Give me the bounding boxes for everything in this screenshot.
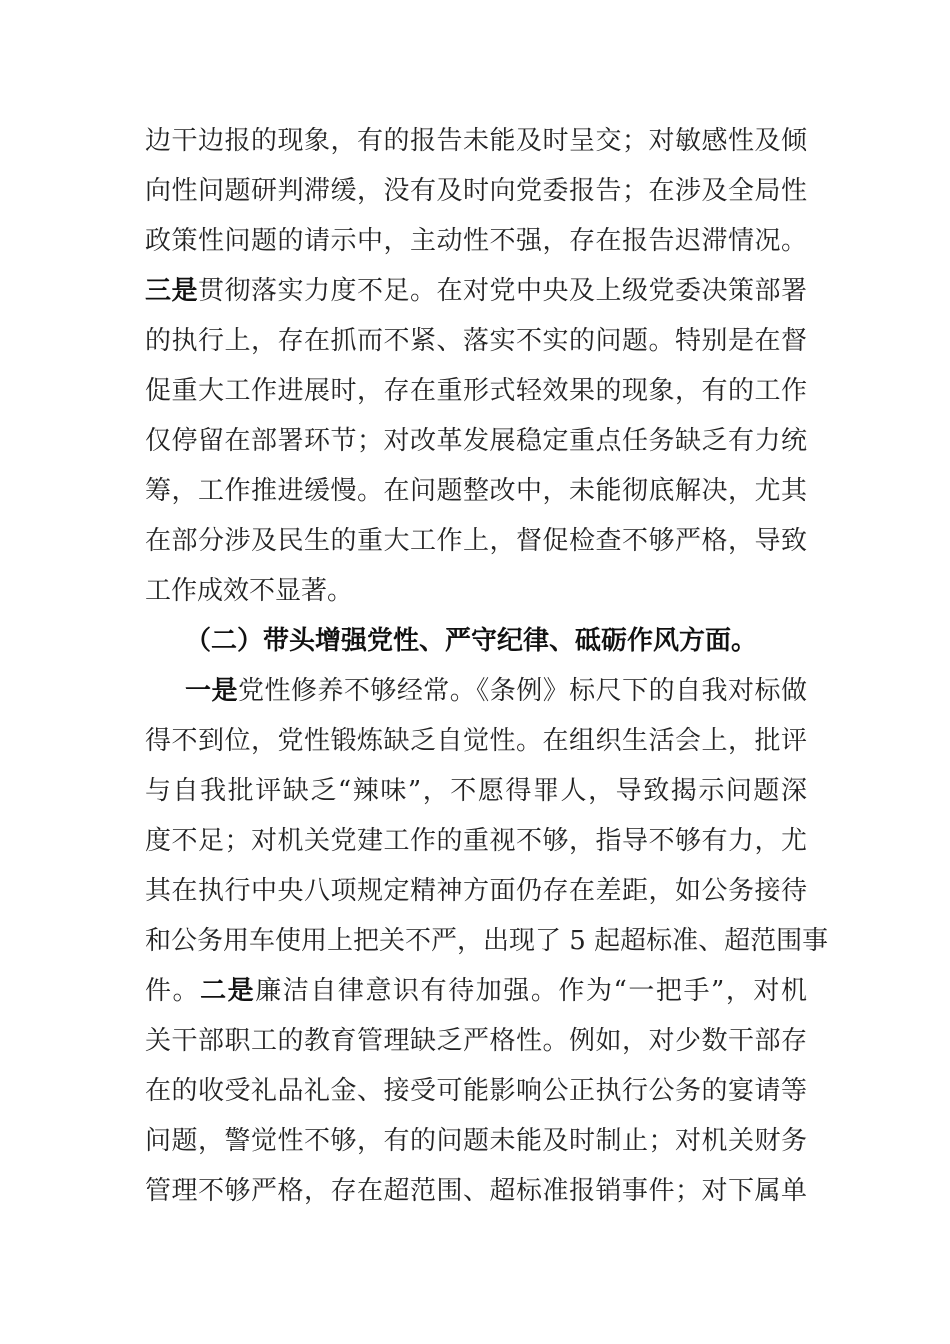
text-line: 管理不够严格，存在超范围、超标准报销事件；对下属单 bbox=[145, 1176, 807, 1206]
text-line: 工作成效不显著。 bbox=[145, 576, 354, 606]
text-segment: 件。 bbox=[145, 976, 201, 1006]
bold-lead-san-shi: 三是 bbox=[145, 276, 198, 306]
paragraph-start-line bbox=[145, 266, 807, 316]
section-heading: （二）带头增强党性、严守纪律、砥砺作风方面。 bbox=[185, 626, 758, 656]
text-line: 政策性问题的请示中，主动性不强，存在报告迟滞情况。 bbox=[145, 226, 807, 256]
text-line: 向性问题研判滞缓，没有及时向党委报告；在涉及全局性 bbox=[145, 176, 807, 206]
text-line: 在部分涉及民生的重大工作上，督促检查不够严格，导致 bbox=[145, 526, 807, 556]
paragraph-start-line bbox=[145, 666, 807, 716]
text-segment: 廉洁自律意识有待加强。作为“一把手”，对机 bbox=[255, 976, 807, 1006]
text-line: 其在执行中央八项规定精神方面仍存在差距，如公务接待 bbox=[145, 876, 807, 906]
text-line: 和公务用车使用上把关不严，出现了 5 起超标准、超范围事 bbox=[145, 926, 829, 956]
text-line: 关干部职工的教育管理缺乏严格性。例如，对少数干部存 bbox=[145, 1026, 807, 1056]
text-line: 边干边报的现象，有的报告未能及时呈交；对敏感性及倾 bbox=[145, 126, 807, 156]
text-line: 筹，工作推进缓慢。在问题整改中，未能彻底解决，尤其 bbox=[145, 476, 807, 506]
text-segment: 党性修养不够经常。《条例》标尺下的自我对标做 bbox=[237, 676, 807, 706]
document-body bbox=[145, 116, 829, 1216]
text-line: 得不到位，党性锻炼缺乏自觉性。在组织生活会上，批评 bbox=[145, 726, 807, 756]
text-line: 的执行上，存在抓而不紧、落实不实的问题。特别是在督 bbox=[145, 326, 807, 356]
mixed-text-line bbox=[145, 966, 807, 1016]
text-line: 与自我批评缺乏“辣味”，不愿得罪人，导致揭示问题深 bbox=[145, 776, 807, 806]
bold-lead-yi-shi: 一是 bbox=[185, 676, 238, 706]
text-line: 问题，警觉性不够，有的问题未能及时制止；对机关财务 bbox=[145, 1126, 807, 1156]
text-segment: 贯彻落实力度不足。在对党中央及上级党委决策部署 bbox=[198, 276, 807, 306]
text-line: 促重大工作进展时，存在重形式轻效果的现象，有的工作 bbox=[145, 376, 807, 406]
bold-lead-er-shi: 二是 bbox=[200, 976, 256, 1006]
text-line: 在的收受礼品礼金、接受可能影响公正执行公务的宴请等 bbox=[145, 1076, 807, 1106]
text-line: 仅停留在部署环节；对改革发展稳定重点任务缺乏有力统 bbox=[145, 426, 807, 456]
text-line: 度不足；对机关党建工作的重视不够，指导不够有力，尤 bbox=[145, 826, 807, 856]
